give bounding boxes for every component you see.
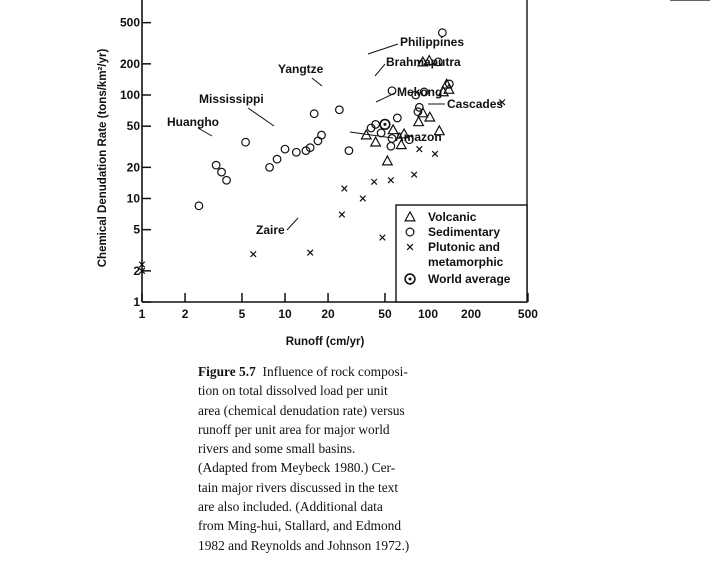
caption-line: 1982 and Reynolds and Johnson 1972.): [198, 537, 410, 553]
annotation-leader: [287, 218, 298, 230]
y-tick-label: 20: [126, 160, 140, 175]
legend-label: Plutonic and: [428, 240, 500, 254]
y-tick-label: 100: [119, 88, 140, 102]
annotation-label: Amazon: [395, 130, 442, 144]
y-tick-label: 5: [133, 222, 140, 237]
y-tick-label: 1: [133, 295, 140, 309]
caption-line: Influence of rock composi-: [262, 364, 408, 379]
volcanic-point: [414, 117, 424, 126]
y-tick-label: 500: [119, 15, 140, 30]
caption-line: area (chemical denudation rate) versus: [198, 402, 405, 418]
sedimentary-point: [336, 106, 344, 114]
caption-line: rivers and some small basins.: [198, 441, 356, 457]
sedimentary-point: [273, 155, 281, 163]
annotation-label: Huangho: [167, 115, 219, 129]
plutonic-point: [342, 186, 348, 192]
sedimentary-point: [394, 114, 402, 122]
annotation-leader: [376, 93, 395, 102]
world-average-point: [380, 120, 390, 130]
plutonic-point: [432, 151, 438, 157]
x-tick-label: 50: [378, 307, 392, 321]
y-axis-title: Chemical Denudation Rate (tons/km²/yr): [97, 48, 109, 268]
legend-label: Sedimentary: [428, 225, 501, 239]
x-tick-label: 10: [278, 307, 292, 321]
y-tick-label: 200: [119, 56, 140, 71]
plutonic-point: [307, 250, 313, 256]
caption-line: tion on total dissolved load per unit: [198, 383, 388, 399]
annotation-leader: [368, 44, 398, 54]
sedimentary-point: [318, 131, 326, 139]
sedimentary-point: [416, 104, 424, 112]
annotation-leader: [375, 64, 385, 76]
sedimentary-point: [242, 138, 250, 146]
plutonic-point: [411, 172, 417, 178]
volcanic-point: [371, 137, 381, 146]
volcanic-point: [383, 156, 393, 165]
legend: [396, 205, 527, 302]
annotation-leader: [248, 108, 274, 126]
y-tick-label: 10: [126, 191, 140, 206]
sedimentary-point: [293, 148, 301, 156]
plutonic-point: [380, 235, 386, 241]
annotation-leader: [312, 78, 322, 86]
x-tick-label: 200: [461, 307, 482, 321]
x-axis-title: Runoff (cm/yr): [285, 336, 365, 348]
sedimentary-point: [212, 161, 220, 169]
annotation-leader: [350, 132, 393, 138]
caption-line: are also included. (Additional data: [198, 499, 383, 515]
annotation-label: Mississippi: [199, 92, 264, 106]
page-edge-mark: [670, 0, 710, 7]
sedimentary-point: [281, 145, 289, 153]
plutonic-point: [388, 177, 394, 183]
plutonic-point: [360, 196, 366, 202]
plutonic-point: [339, 212, 345, 218]
annotation-label: Brahmaputra: [386, 55, 461, 69]
y-tick-label: 50: [126, 119, 140, 134]
sedimentary-point: [223, 176, 231, 184]
figure-label: Figure 5.7: [198, 364, 256, 379]
legend-label: Volcanic: [428, 210, 477, 224]
annotation-label: Cascades: [447, 97, 504, 111]
x-tick-label: 2: [181, 307, 189, 321]
plutonic-point: [250, 251, 256, 257]
caption-line: from Ming-hui, Stallard, and Edmond: [198, 518, 402, 534]
annotation-label: Zaire: [256, 223, 285, 237]
sedimentary-point: [218, 168, 226, 176]
caption-line: (Adapted from Meybeck 1980.) Cer-: [198, 460, 396, 476]
x-tick-label: 5: [238, 307, 246, 321]
sedimentary-point: [345, 147, 353, 155]
annotation-label: Philippines: [400, 35, 465, 49]
annotation-label: Yangtze: [278, 62, 324, 76]
plutonic-point: [417, 146, 423, 152]
legend-label: metamorphic: [428, 255, 504, 269]
x-tick-label: 1: [138, 307, 146, 321]
y-tick-label: 2: [133, 263, 140, 278]
x-tick-label: 500: [517, 307, 538, 321]
figure-caption: [198, 362, 468, 555]
caption-line: tain major rivers discussed in the text: [198, 479, 399, 495]
x-tick-label: 100: [417, 307, 439, 321]
sedimentary-point: [387, 142, 395, 150]
sedimentary-point: [310, 110, 318, 118]
sedimentary-point: [266, 164, 274, 172]
caption-line: runoff per unit area for major world: [198, 421, 390, 437]
legend-label: World average: [428, 272, 511, 286]
annotation-leader: [198, 128, 212, 136]
x-tick-label: 20: [321, 307, 335, 321]
plutonic-point: [371, 179, 377, 185]
annotation-label: Mekong: [397, 85, 443, 99]
sedimentary-point: [195, 202, 203, 210]
